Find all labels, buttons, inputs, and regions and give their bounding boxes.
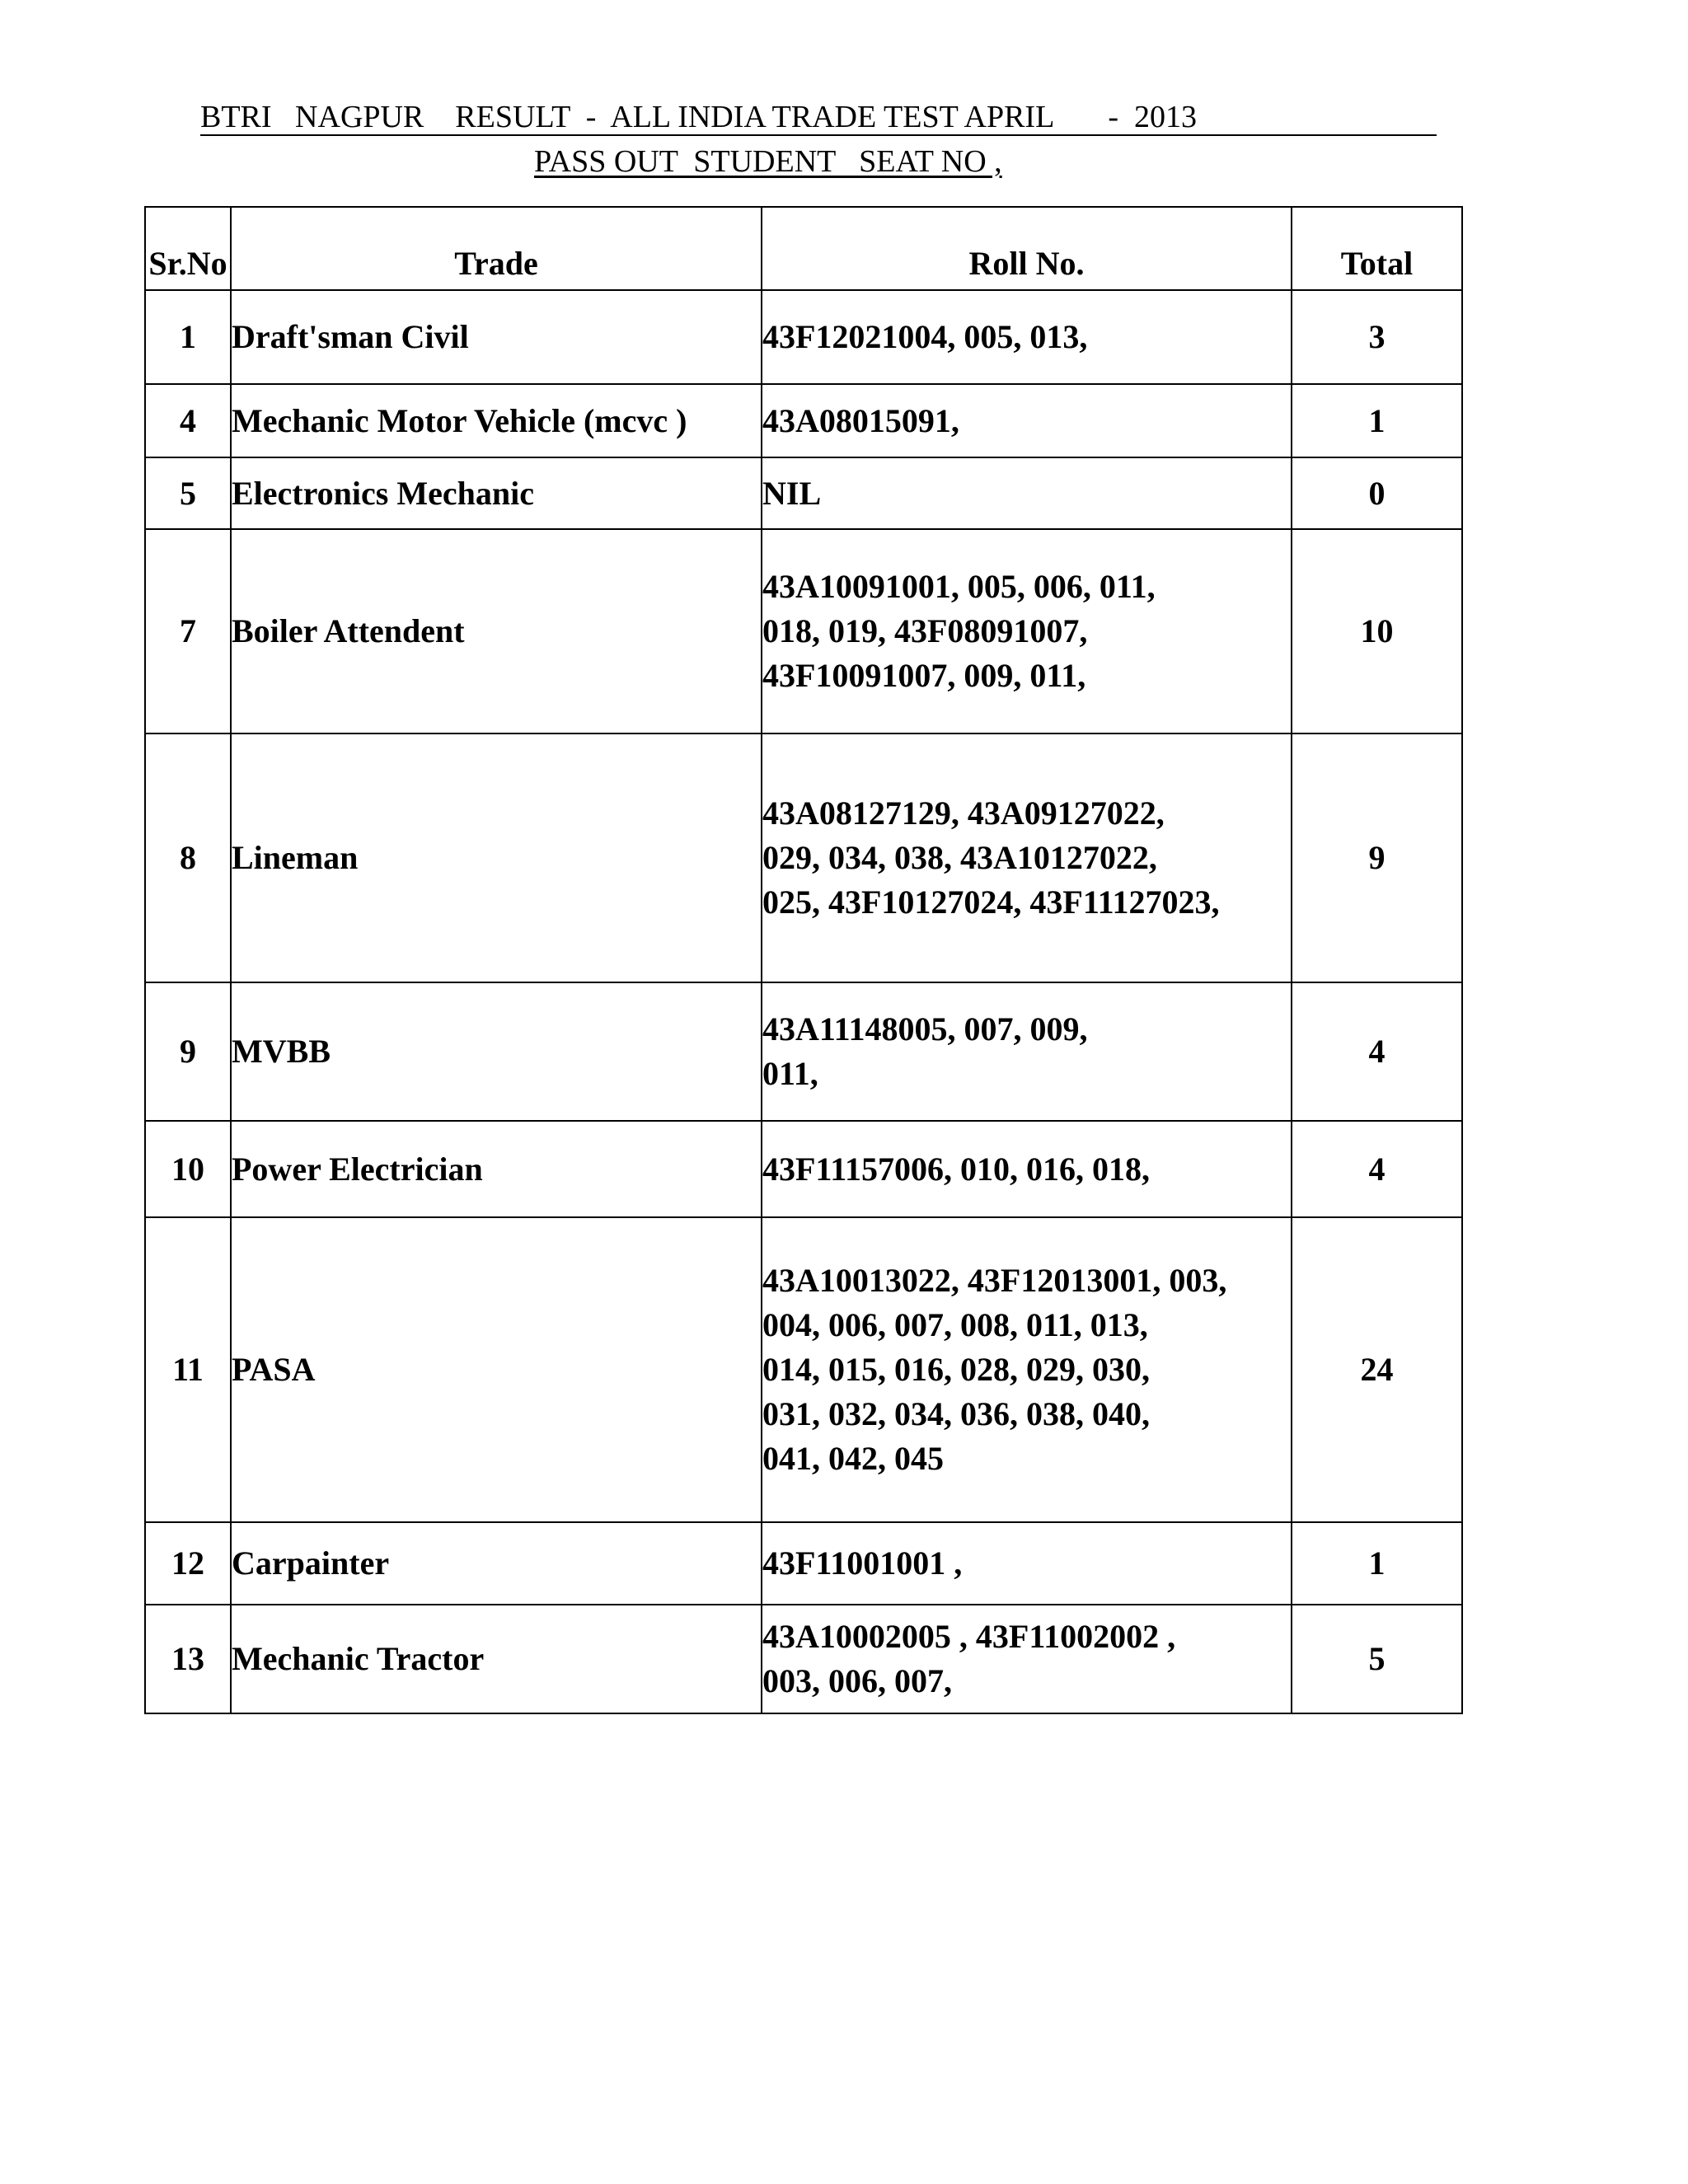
total-cell: 4 [1292, 982, 1462, 1121]
roll-no-cell: 43A10002005 , 43F11002002 , 003, 006, 007, [762, 1605, 1292, 1713]
trade-cell: PASA [231, 1217, 762, 1522]
trade-cell: Power Electrician [231, 1121, 762, 1217]
table-row [145, 457, 1462, 529]
trade-cell: MVBB [231, 982, 762, 1121]
trade-cell: Lineman [231, 733, 762, 982]
total-cell: 0 [1292, 457, 1462, 529]
roll-no-cell: 43F11001001 , [762, 1522, 1292, 1605]
total-cell: 5 [1292, 1605, 1462, 1713]
sr-no-cell: 4 [145, 384, 231, 457]
table-row [145, 1605, 1462, 1713]
sr-no-cell: 1 [145, 290, 231, 384]
total-cell: 1 [1292, 384, 1462, 457]
sr-no-cell: 9 [145, 982, 231, 1121]
total-cell: 10 [1292, 529, 1462, 733]
total-cell: 9 [1292, 733, 1462, 982]
total-cell: 3 [1292, 290, 1462, 384]
trade-cell: Boiler Attendent [231, 529, 762, 733]
trade-cell: Electronics Mechanic [231, 457, 762, 529]
trade-cell: Carpainter [231, 1522, 762, 1605]
trade-cell: Mechanic Motor Vehicle (mcvc ) [231, 384, 762, 457]
roll-no-cell: 43A08127129, 43A09127022, 029, 034, 038, 43A10127022, 025, 43F10127024, 43F11127023, [762, 733, 1292, 982]
table-row [145, 384, 1462, 457]
page-subtitle: PASS OUT STUDENT SEAT NO , [534, 144, 1002, 179]
sr-no-cell: 10 [145, 1121, 231, 1217]
roll-no-cell: 43A10013022, 43F12013001, 003, 004, 006, 007, 008, 011, 013, 014, 015, 016, 028, 029, 030, 031, 032, 034, 036, 038, 040, 041, 042, 045 [762, 1217, 1292, 1522]
table-row [145, 1522, 1462, 1605]
roll-no-cell: 43A11148005, 007, 009, 011, [762, 982, 1292, 1121]
sr-no-cell: 7 [145, 529, 231, 733]
sr-no-cell: 11 [145, 1217, 231, 1522]
table-row [145, 733, 1462, 982]
table-row [145, 1217, 1462, 1522]
roll-no-cell: 43A08015091, [762, 384, 1292, 457]
trade-cell: Mechanic Tractor [231, 1605, 762, 1713]
roll-no-cell: NIL [762, 457, 1292, 529]
sr-no-cell: 8 [145, 733, 231, 982]
total-cell: 1 [1292, 1522, 1462, 1605]
table-row [145, 982, 1462, 1121]
roll-no-cell: 43F12021004, 005, 013, [762, 290, 1292, 384]
sr-no-cell: 12 [145, 1522, 231, 1605]
total-cell: 24 [1292, 1217, 1462, 1522]
column-header-trade: Trade [231, 207, 762, 290]
column-header-roll-no: Roll No. [762, 207, 1292, 290]
roll-no-cell: 43F11157006, 010, 016, 018, [762, 1121, 1292, 1217]
roll-no-cell: 43A10091001, 005, 006, 011, 018, 019, 43F08091007, 43F10091007, 009, 011, [762, 529, 1292, 733]
sr-no-cell: 5 [145, 457, 231, 529]
page-title: BTRI NAGPUR RESULT - ALL INDIA TRADE TEST APRIL - 2013 [200, 100, 1198, 134]
table-row [145, 1121, 1462, 1217]
column-header-sr-no: Sr.No [145, 207, 231, 290]
column-header-total: Total [1292, 207, 1462, 290]
title-underline [200, 134, 1437, 136]
table-row [145, 290, 1462, 384]
table-row [145, 529, 1462, 733]
trade-cell: Draft'sman Civil [231, 290, 762, 384]
table-header-row [145, 207, 1462, 290]
sr-no-cell: 13 [145, 1605, 231, 1713]
total-cell: 4 [1292, 1121, 1462, 1217]
results-table [144, 206, 1463, 1714]
